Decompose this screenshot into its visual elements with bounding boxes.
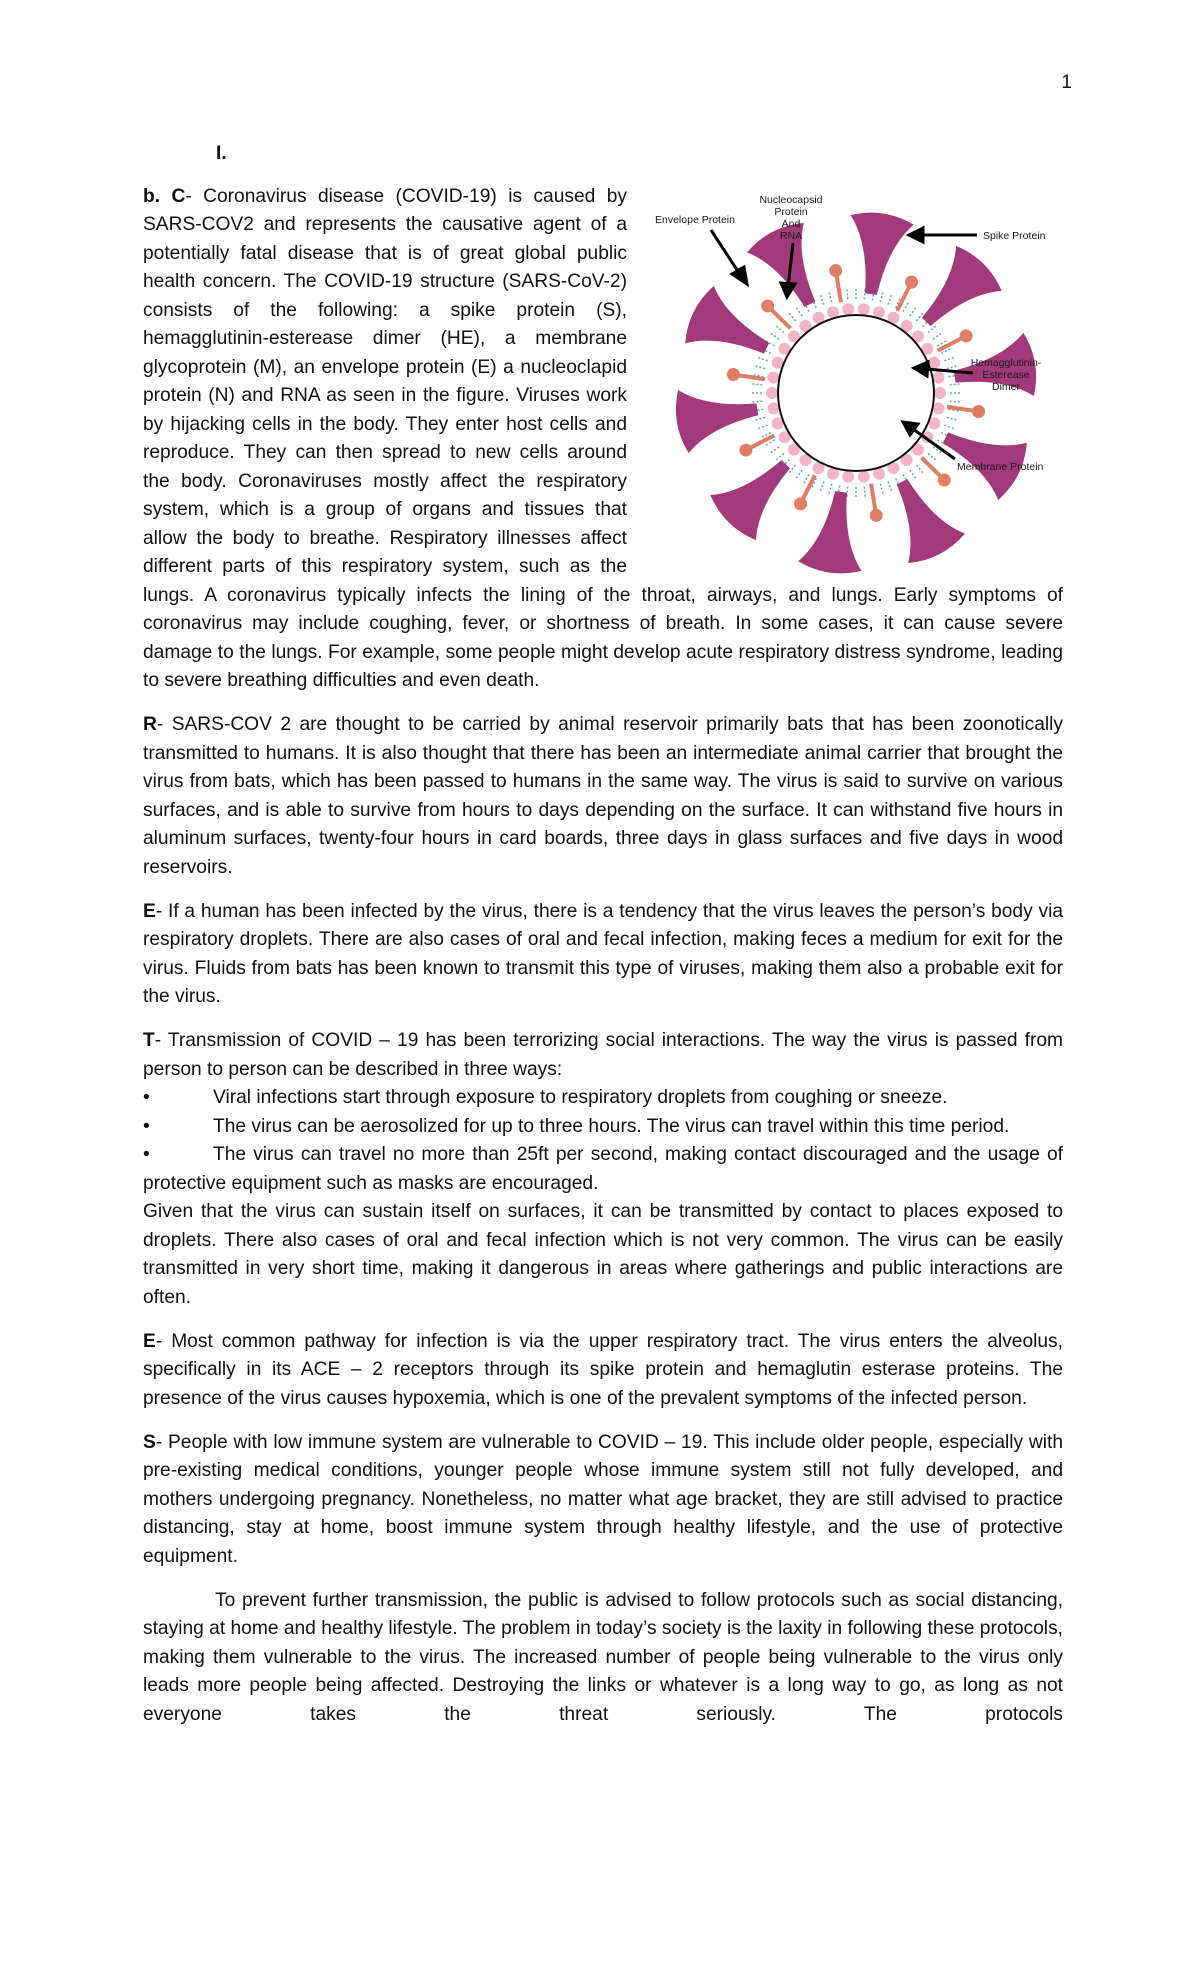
envelope-lipid — [758, 425, 767, 428]
envelope-lipid — [820, 481, 823, 490]
spike-protein — [672, 377, 763, 453]
envelope-lipid — [752, 401, 762, 402]
bullet-text: Viral infections start through exposure to respiratory droplets from coughing or sneeze. — [213, 1087, 948, 1108]
inner-bead — [842, 303, 854, 315]
label-he-3: Dimer — [992, 380, 1020, 393]
he-dimer-head — [794, 497, 807, 510]
label-nucleocapsid-4: RNA — [779, 229, 803, 242]
paragraph-e1-text: - If a human has been infected by the virus, there is a tendency that the virus leaves the person’s body via respiratory droplets. There are also cases of oral and fecal infection, making feces a medium for exit for the virus. Fluids from bats has been known to transmit this type of viruses, making them also a probable exit for the virus. — [143, 900, 1063, 1007]
inner-bead — [858, 470, 870, 482]
bullet-item — [143, 1084, 1063, 1113]
bullet-item — [143, 1113, 1063, 1142]
envelope-lipid — [947, 417, 957, 420]
arrowhead-spike — [909, 228, 923, 242]
spike-protein — [931, 409, 1033, 503]
envelope-lipid — [880, 292, 883, 302]
envelope-lipid — [888, 295, 891, 304]
bullet-dot: • — [143, 1115, 150, 1137]
document-body — [143, 140, 1063, 1745]
bullet-dot: • — [143, 1144, 150, 1165]
envelope-lipid — [916, 313, 922, 321]
label-envelope-protein: Envelope Protein — [655, 213, 735, 226]
envelope-lipid — [910, 470, 916, 478]
label-he-2: Esterease — [982, 368, 1030, 381]
envelope-lipid — [903, 302, 908, 311]
envelope-lipid — [796, 307, 802, 315]
inner-bead — [767, 402, 779, 414]
label-nucleocapsid-3: And — [781, 217, 801, 230]
label-nucleocapsid-2: Protein — [774, 205, 808, 218]
paragraph-t-after: Given that the virus can sustain itself on surfaces, it can be transmitted by contact to places exposed to droplets. There also cases of oral and fecal infection which is not very common. The virus can be easily transmitted in very short time, making it dangerous in areas where gatherings and public interactions are often. — [143, 1201, 1063, 1308]
envelope-lipid — [796, 470, 802, 478]
bullet-dot: • — [143, 1087, 150, 1108]
arrowhead-membrane — [903, 422, 918, 435]
envelope-lipid — [752, 383, 762, 384]
paragraph-t — [143, 1027, 1063, 1312]
he-dimer-head — [870, 508, 883, 521]
paragraph-t-text: - Transmission of COVID – 19 has been terrorizing social interactions. The way the virus is passed from person to person can be described in three ways: — [143, 1030, 1063, 1080]
envelope-lipid — [864, 289, 865, 299]
virus-illustration — [672, 205, 1041, 576]
he-dimer-head — [938, 473, 951, 486]
he-dimer-head — [905, 275, 918, 288]
envelope-lipid — [776, 326, 784, 332]
spike-protein — [797, 487, 872, 577]
inner-bead — [933, 371, 945, 383]
item-prefix: b. — [143, 185, 172, 207]
inner-bead — [842, 470, 854, 482]
spike-protein — [706, 441, 809, 544]
paragraph-e2-text: - Most common pathway for infection is via the upper respiratory tract. The virus enters the alveolus, specifically in its ACE – 2 receptors through its spike protein and hemaglutin esterase proteins. The presence of the virus causes hypoxemia, which is one of the prevalent symptoms of the infected person. — [143, 1330, 1063, 1409]
paragraph-c — [143, 183, 1063, 696]
envelope-lipid — [928, 326, 936, 332]
inner-bead — [766, 387, 778, 399]
he-dimer-head — [829, 264, 842, 277]
letter-r: R — [143, 714, 157, 735]
envelope-lipid — [880, 483, 883, 493]
arrow-envelope — [711, 230, 741, 276]
envelope-lipid — [933, 333, 941, 339]
bullet-text: The virus can travel no more than 25ft per second, making contact discouraged and the usage of protective equipment such as masks are encouraged. — [143, 1144, 1063, 1194]
envelope-lipid — [829, 292, 832, 302]
envelope-lipid — [944, 357, 953, 360]
letter-e2: E — [143, 1330, 156, 1352]
he-dimer-head — [960, 329, 973, 342]
envelope-lipid — [829, 483, 832, 493]
letter-e1: E — [143, 900, 156, 922]
envelope-lipid — [947, 366, 957, 369]
paragraph-s — [143, 1429, 1063, 1572]
label-nucleocapsid-1: Nucleocapsid — [759, 193, 823, 206]
letter-c: C — [171, 185, 186, 207]
envelope-lipid — [820, 295, 823, 304]
label-spike-protein: Spike Protein — [983, 229, 1046, 242]
he-dimer-head — [739, 443, 752, 456]
envelope-lipid — [789, 465, 795, 473]
envelope-lipid — [950, 401, 960, 402]
arrowhead-nucleocapsid — [781, 283, 795, 297]
envelope-lipid — [916, 465, 922, 473]
coronavirus-figure — [651, 183, 1069, 581]
envelope-lipid — [888, 481, 891, 490]
envelope-lipid — [756, 366, 766, 369]
envelope-lipid — [758, 357, 767, 360]
paragraph-s-text: - People with low immune system are vulnerable to COVID – 19. This include older people, especially with pre-existing medical conditions, younger people whose immune system still not fully developed, and mothers undergoing pregnancy. Nonetheless, no matter what age bracket, they are still advised to practice distancing, stay at home, boost immune system through healthy lifestyle, and the use of protective equipment. — [143, 1431, 1063, 1567]
envelope-lipid — [847, 289, 848, 299]
he-dimer-head — [972, 405, 985, 418]
page-number: 1 — [1061, 72, 1072, 93]
envelope-lipid — [789, 313, 795, 321]
envelope-lipid — [864, 486, 865, 496]
paragraph-r — [143, 711, 1063, 882]
envelope-lipid — [804, 474, 809, 483]
inner-bead — [858, 303, 870, 315]
he-dimer-head — [727, 367, 740, 380]
envelope-lipid — [776, 453, 784, 459]
envelope-lipid — [771, 446, 779, 452]
envelope-lipid — [950, 383, 960, 384]
paragraph-e2 — [143, 1328, 1063, 1414]
paragraph-closing: To prevent further transmission, the public is advised to follow protocols such as social distancing, staying at home and healthy lifestyle. The problem in today’s society is the laxity in following these protocols, making them vulnerable to the virus. The increased number of people being vulnerable to the virus only leads more people being affected. Destroying the links or whatever is a long way to go, as long as not everyone takes the threat seriously. The protocols — [143, 1589, 1063, 1725]
inner-bead — [934, 387, 946, 399]
bullet-text: The virus can be aerosolized for up to three hours. The virus can travel within this time period. — [213, 1115, 1010, 1137]
coronavirus-diagram — [651, 183, 1069, 581]
envelope-lipid — [928, 453, 936, 459]
envelope-lipid — [944, 425, 953, 428]
rna-ring — [778, 315, 934, 471]
paragraph-r-text: - SARS-COV 2 are thought to be carried by animal reservoir primarily bats that has been zoonotically transmitted to humans. It is also thought that there has been an intermediate animal carrier that brought the virus from bats, which has been passed to humans in the same way. The virus is said to survive on various surfaces, and is able to survive from hours to days depending on the surface. It can withstand five hours in aluminum surfaces, twenty-four hours in card boards, three days in glass surfaces and five days in wood reservoirs. — [143, 714, 1063, 878]
paragraph-t-intro — [143, 1027, 1063, 1084]
envelope-lipid — [910, 307, 916, 315]
envelope-lipid — [756, 417, 766, 420]
spike-protein — [839, 208, 914, 298]
arrowhead-envelope — [732, 267, 747, 284]
spike-protein — [903, 241, 1006, 344]
paragraph-c-text: - Coronavirus disease (COVID-19) is caused by SARS-COV2 and represents the causative agent of a potentially fatal disease that is of great global public health concern. The COVID-19 structure (SARS-CoV-2) consists of the following: a spike protein (S), hemagglutinin-esterease dimer (HE), a membrane glycoprotein (M), an envelope protein (E) a nucleoclapid protein (N) and RNA as seen in the figure. Viruses work by hijacking cells in the body. They enter host cells and reproduce. They can then spread to new cells around the body. Coronaviruses mostly affect the respiratory system, which is a group of organs and tissues that allow the body to breathe. Respiratory illnesses affect different parts of this respiratory system, such as the lungs. A coronavirus typically infects the lining of the throat, airways, and lungs. Early symptoms of coronavirus may include coughing, fever, or shortness of breath. In some cases, it can cause severe damage to the lungs. For example, some people might develop acute respiratory distress syndrome, leading to severe breathing difficulties and even death. — [143, 185, 1063, 691]
envelope-lipid — [771, 333, 779, 339]
inner-bead — [933, 402, 945, 414]
envelope-lipid — [847, 486, 848, 496]
bullet-item — [143, 1141, 1063, 1198]
spike-protein — [679, 283, 781, 377]
section-heading: I. — [216, 143, 227, 164]
inner-bead — [767, 371, 779, 383]
letter-s: S — [143, 1431, 156, 1453]
label-membrane-protein: Membrane Protein — [957, 460, 1044, 473]
arrowhead-he — [914, 362, 928, 376]
label-he-1: Hemagglutinin- — [970, 356, 1042, 369]
he-dimer-head — [761, 299, 774, 312]
letter-t: T — [143, 1030, 155, 1051]
paragraph-e1 — [143, 898, 1063, 1012]
